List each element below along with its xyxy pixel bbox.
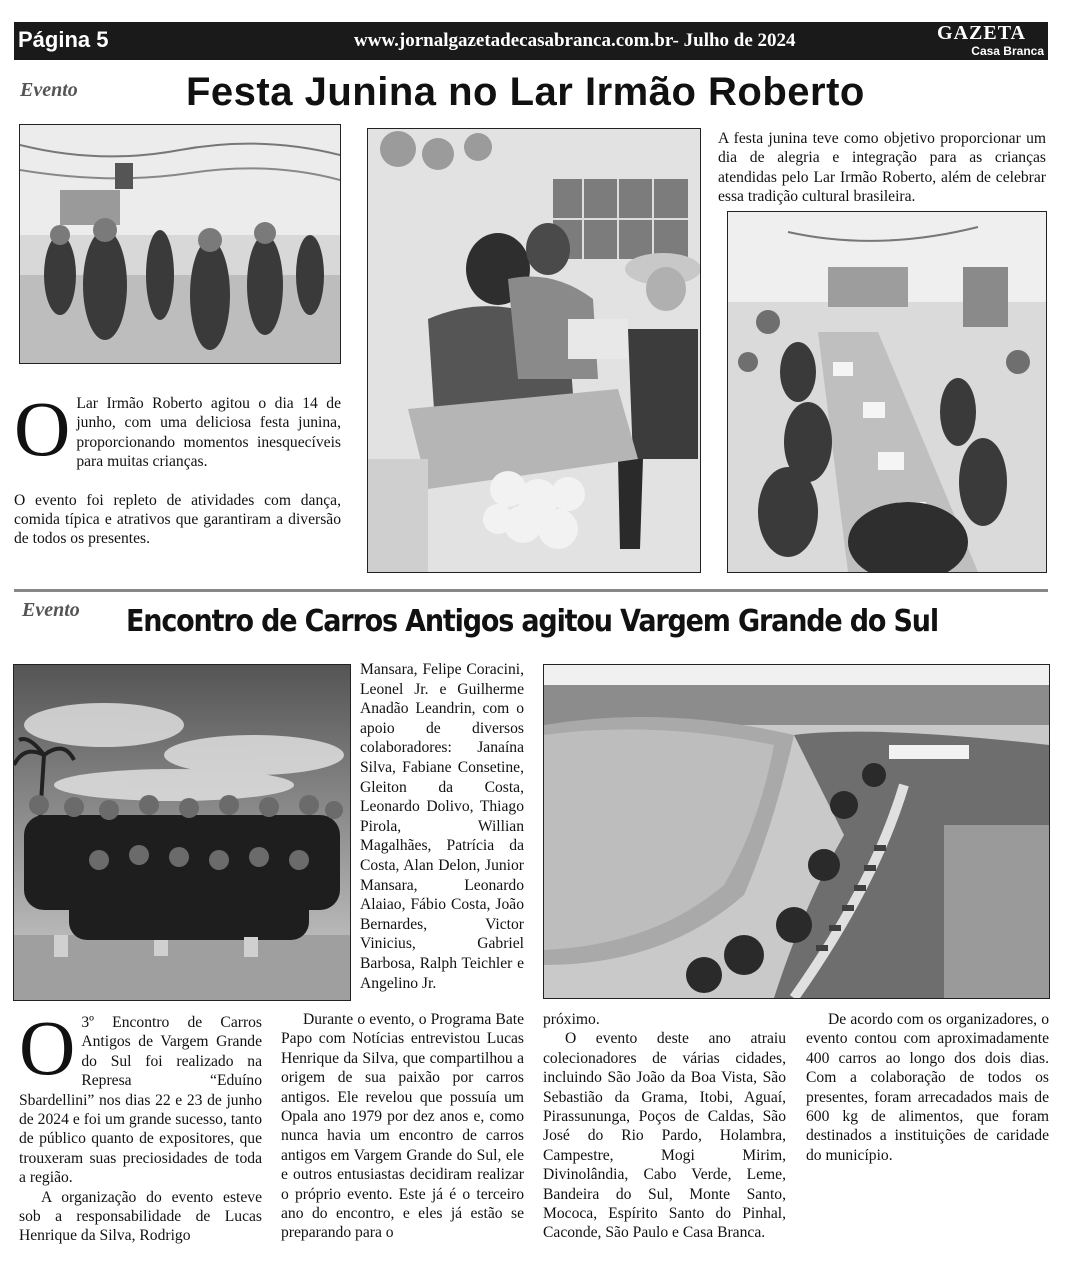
article2-col3-continuation: próximo. xyxy=(543,1011,600,1028)
page-header-bar xyxy=(14,22,1048,60)
dropcap: O xyxy=(19,1004,76,1091)
article1-body-left xyxy=(14,385,341,549)
article2-col3 xyxy=(543,1010,786,1243)
article1-body-right: A festa junina teve como objetivo proporcionar um dia de alegria e integração para as crianças atendidas pelo Lar Irmão Roberto, além de celebrar essa tradição cultural brasileira. xyxy=(718,130,1046,206)
article2-kicker: Evento xyxy=(22,599,80,621)
article1-headline: Festa Junina no Lar Irmão Roberto xyxy=(186,70,865,114)
article1-paragraph-1: Lar Irmão Roberto agitou o dia 14 de junho, com uma deliciosa festa junina, proporcionando momentos inesquecíveis para muitas crianças. xyxy=(76,395,341,471)
newspaper-logo: GAZETA xyxy=(937,22,1026,44)
page-number: Página 5 xyxy=(18,27,109,52)
photo-aerial-lake xyxy=(543,664,1050,999)
site-and-date: www.jornalgazetadecasabranca.com.br- Julho de 2024 xyxy=(354,30,796,51)
article2-col3-paragraph: O evento deste ano atraiu colecionadores de várias cidades, incluindo São João da Boa Vista, São Sebastião da Grama, Itobi, Aguaí, Pirassununga, Poços de Caldas, São José do Rio Pardo, Holambra, Campestre, Mogi Mirim, Divinolândia, Cabo Verde, Leme, Bandeira do Sul, Monte Santo, Mococa, Espírito Santo do Pinhal, Caconde, São Paulo e Casa Branca. xyxy=(543,1030,786,1242)
article2-headline: Encontro de Carros Antigos agitou Vargem Grande do Sul xyxy=(126,604,938,639)
photo-children-dancing xyxy=(19,124,341,364)
article2-col4: De acordo com os organizadores, o evento contou com aproximadamente 400 carros ao longo dos dois dias. Com a colaboração de todos os presentes, foram arrecadados mais de 600 kg de alimentos, que foram destinados a instituições de caridade do município. xyxy=(806,1011,1049,1164)
article2-col1 xyxy=(19,1004,262,1246)
article1-paragraph-2: O evento foi repleto de atividades com dança, comida típica e atrativos que garantiram a diversão de todos os presentes. xyxy=(14,491,341,548)
article2-col2-bottom: Durante o evento, o Programa Bate Papo com Notícias entrevistou Lucas Henrique da Silva, que compartilhou a origem de sua paixão por carros antigos. Ele revelou que possuía um Opala ano 1979 por dez anos e, como nunca havia um encontro de carros antigos em Vargem Grande do Sul, ele e outros entusiastas decidiram realizar o próprio evento. Este já é o terceiro ano do encontro, e eles já estão se preparando para o xyxy=(281,1011,524,1242)
photo-organizers-group xyxy=(13,664,351,1001)
photo-serving-food xyxy=(367,128,701,573)
photo-children-at-tables xyxy=(727,211,1047,573)
article2-col2-top: Mansara, Felipe Coracini, Leonel Jr. e Guilherme Anadão Leandrin, com o apoio de diversos colaboradores: Janaína Silva, Fabiane Consetine, Gleiton da Costa, Leonardo Dolivo, Thiago Pirola, Willian Magalhães, Patrícia da Costa, Alan Delon, Junior Mansara, Leonardo Alaiao, Fábio Costa, João Bernardes, Victor Vinicius, Gabriel Barbosa, Ralph Teichler e Angelino Jr. xyxy=(360,661,524,992)
article1-kicker: Evento xyxy=(20,79,78,101)
article2-col1-paragraph-2: A organização do evento esteve sob a responsabilidade de Lucas Henrique da Silva, Rodrigo xyxy=(19,1188,262,1245)
dropcap: O xyxy=(14,385,71,472)
newspaper-logo-sub: Casa Branca xyxy=(971,44,1044,58)
section-divider xyxy=(14,589,1048,592)
article2-col1-paragraph-1: 3º Encontro de Carros Antigos de Vargem Grande do Sul foi realizado na Represa “Eduíno Sbardellini” nos dias 22 e 23 de junho de 2024 e foi um grande sucesso, tanto de público quanto de expositores, que trouxeram suas preciosidades de toda a região. xyxy=(19,1014,262,1187)
